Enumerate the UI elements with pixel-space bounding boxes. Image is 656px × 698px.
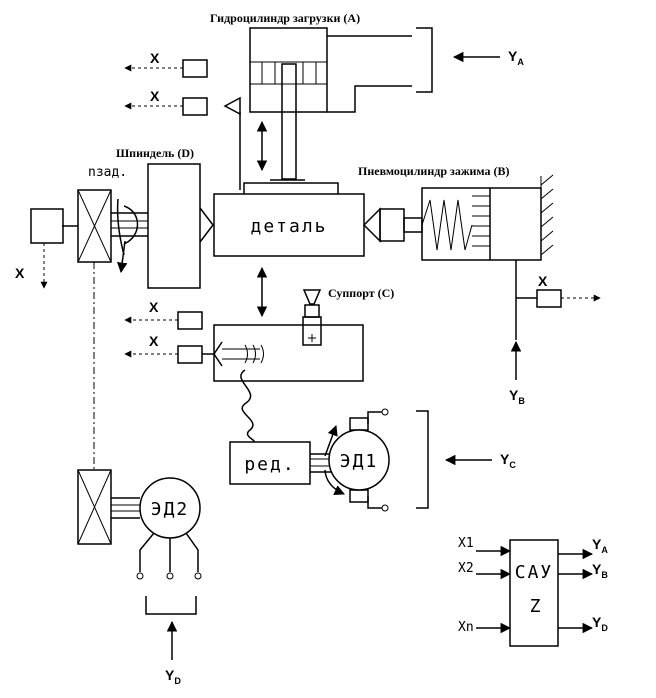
position-sensor	[225, 98, 240, 114]
signal-yb: $Y_B$	[509, 387, 525, 406]
signal-yc: $Y_C$	[500, 451, 516, 470]
clamp-cylinder-label: Пневмоцилиндр зажима (В)	[358, 164, 510, 178]
svg-text:X: X	[15, 265, 25, 281]
loading-cylinder-label: Гидроцилиндр загрузки (А)	[210, 11, 361, 25]
cau-block	[510, 540, 558, 646]
spindle	[15, 146, 213, 470]
output-ya: $Y_A$	[592, 536, 608, 555]
cau-z-label: Z	[529, 596, 543, 617]
cau-label: САУ	[514, 562, 554, 583]
spindle-label: Шпиндель (D)	[116, 146, 195, 160]
speed-setpoint: nзад.	[88, 165, 128, 180]
input-x1: X1	[458, 536, 474, 551]
svg-text:X: X	[149, 299, 159, 315]
signal-ya: $Y_A$	[508, 48, 524, 67]
spindle-speed-sensor	[31, 209, 63, 243]
reducer-label: ред.	[244, 454, 296, 475]
carriage-body	[214, 325, 363, 381]
sensor-box	[183, 60, 207, 77]
signal-yd: $Y_D$	[165, 667, 181, 686]
output-yb: $Y_B$	[592, 561, 608, 580]
input-x2: X2	[458, 561, 474, 576]
svg-text:X: X	[150, 88, 160, 104]
carriage-sensor-box	[178, 312, 202, 329]
motor-ed2-label: ЭД2	[150, 499, 190, 520]
spindle-chuck	[148, 164, 200, 288]
clamp-sensor-box	[537, 290, 561, 307]
clamp-cylinder	[358, 164, 600, 406]
svg-text:X: X	[150, 50, 160, 66]
sensor-box	[183, 98, 207, 115]
carriage-sensor-box	[178, 346, 202, 363]
carriage-label: Суппорт (С)	[328, 286, 395, 300]
svg-text:X: X	[149, 333, 159, 349]
drive-c	[230, 409, 516, 511]
loading-cylinder-rod	[282, 64, 296, 179]
input-xn: Xn	[458, 620, 474, 635]
clamp-cylinder-body	[422, 188, 541, 260]
drive-d	[78, 470, 201, 686]
motor-ed1-label: ЭД1	[339, 451, 379, 472]
svg-text:X: X	[538, 273, 548, 289]
workpiece-label: деталь	[250, 216, 328, 237]
output-yd: $Y_D$	[592, 614, 608, 633]
control-system	[458, 536, 608, 646]
